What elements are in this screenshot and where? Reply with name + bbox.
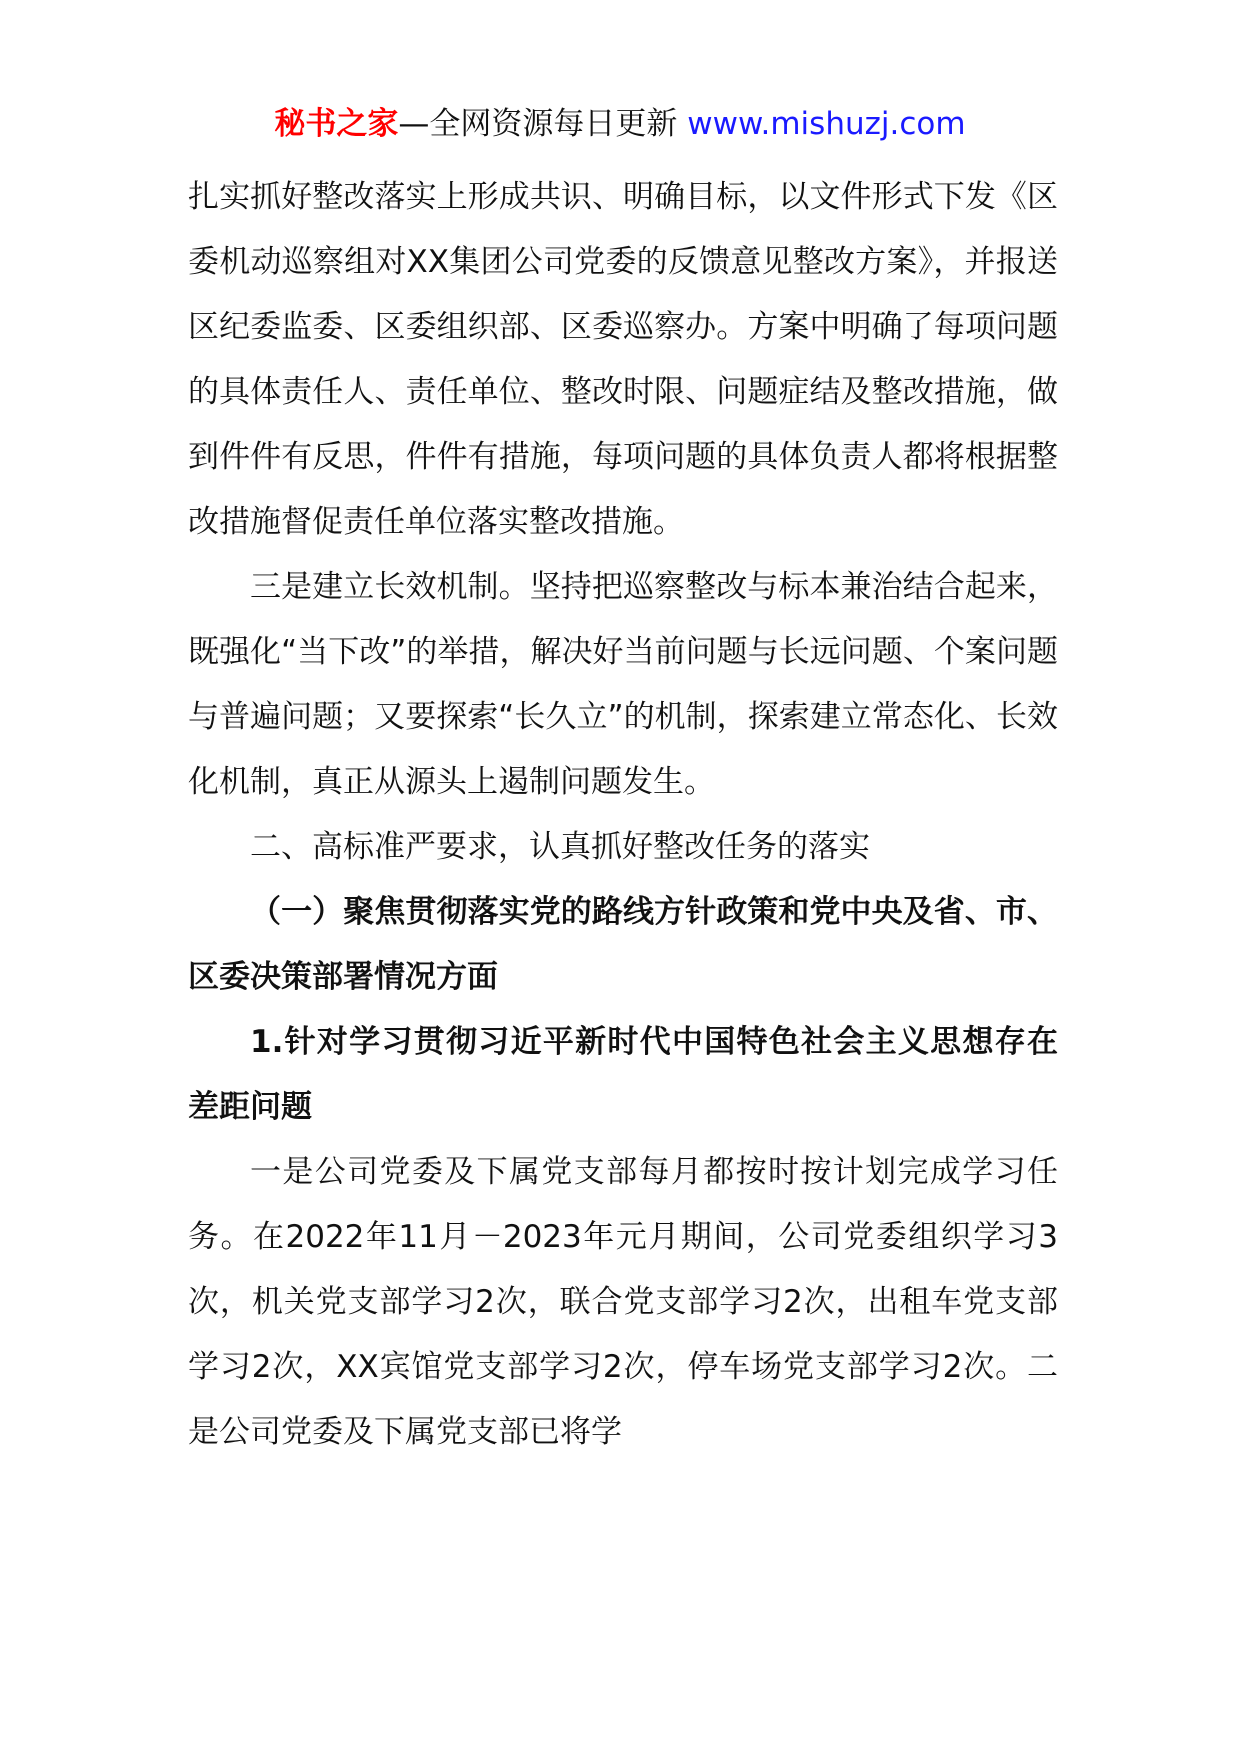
paragraph-rectification-plan: 扎实抓好整改落实上形成共识、明确目标，以文件形式下发《区委机动巡察组对XX集团公司党委的反馈意见整改方案》，并报送区纪委监委、区委组织部、区委巡察办。方案中明确了每项问题的具体责任人、责任单位、整改时限、问题症结及整改措施，做到件件有反思，件件有措施，每项问题的具体负责人都将根据整改措施督促责任单位落实整改措施。	[188, 179, 1058, 540]
site-header	[0, 100, 1240, 148]
site-tagline: —全网资源每日更新	[398, 106, 688, 142]
item-heading-one: 1.针对学习贯彻习近平新时代中国特色社会主义思想存在差距问题	[188, 1024, 1058, 1125]
paragraph-study-tasks: 一是公司党委及下属党支部每月都按时按计划完成学习任务。在2022年11月－2023年元月期间，公司党委组织学习3次，机关党支部学习2次，联合党支部学习2次，出租车党支部学习2次，XX宾馆党支部学习2次，停车场党支部学习2次。二是公司党委及下属党支部已将学	[188, 1154, 1058, 1450]
paragraph-long-term-mechanism: 三是建立长效机制。坚持把巡察整改与标本兼治结合起来，既强化“当下改”的举措，解决好当前问题与长远问题、个案问题与普遍问题；又要探索“长久立”的机制，探索建立常态化、长效化机制，真正从源头上遏制问题发生。	[188, 569, 1058, 800]
section-heading-two: 二、高标准严要求，认真抓好整改任务的落实	[250, 829, 870, 865]
document-body	[188, 165, 1058, 1465]
site-url-link[interactable]: www.mishuzj.com	[687, 106, 966, 142]
subsection-heading-one: （一）聚焦贯彻落实党的路线方针政策和党中央及省、市、区委决策部署情况方面	[188, 894, 1058, 995]
site-brand: 秘书之家	[274, 106, 399, 142]
